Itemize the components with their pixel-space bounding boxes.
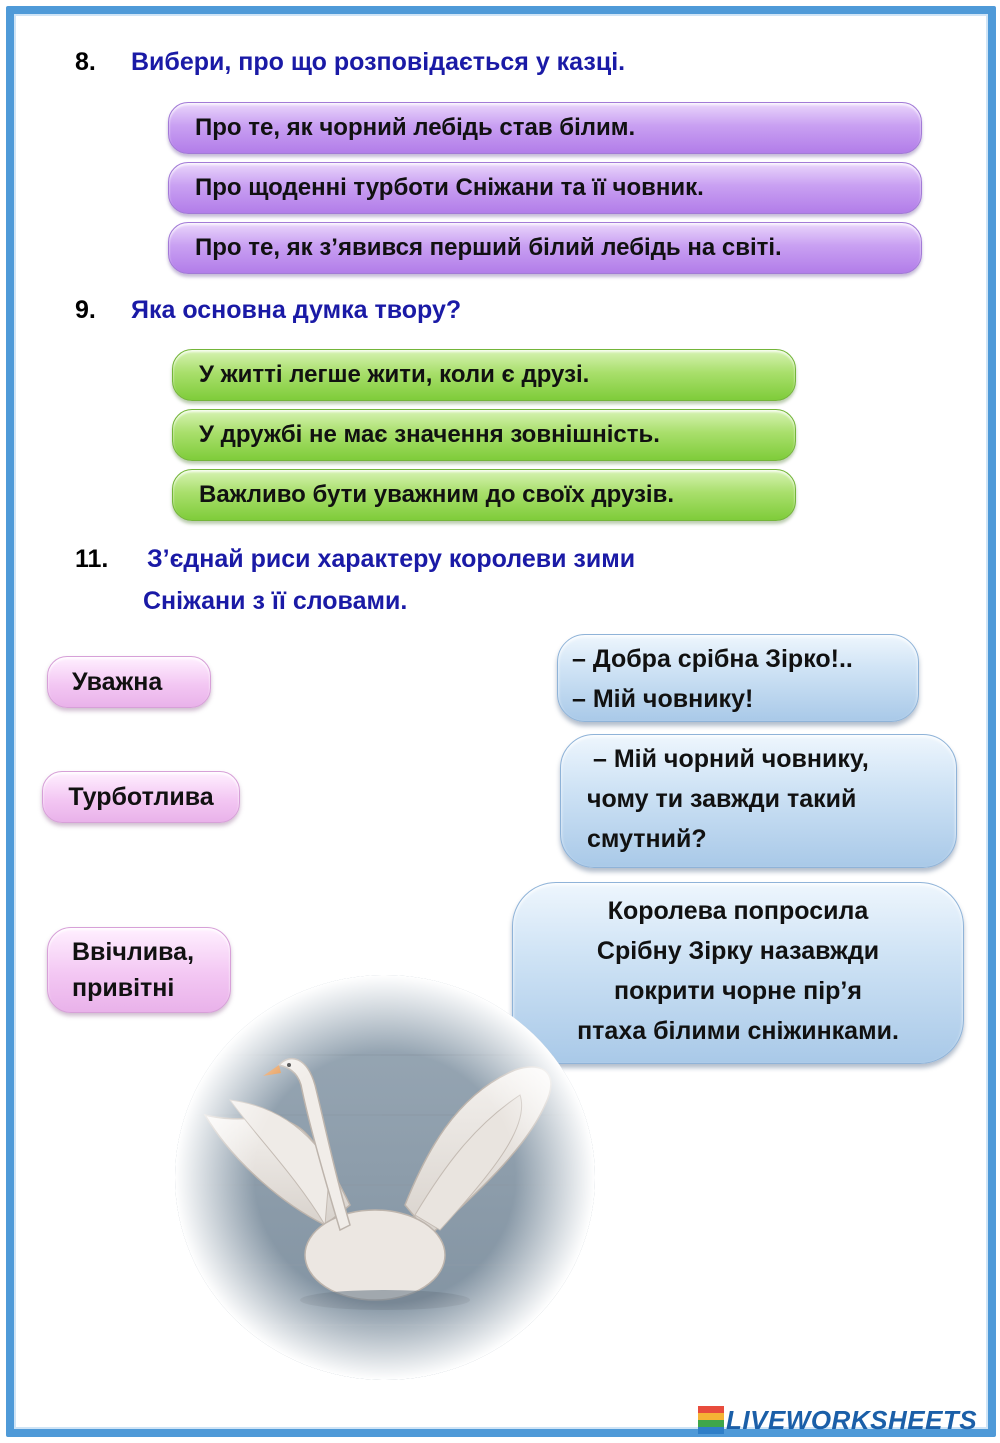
- quote-2-line-1: – Мій чорний човнику,: [593, 745, 869, 773]
- quote-bubble-2[interactable]: [560, 734, 957, 868]
- quote-3-line-4: птаха білими сніжинками.: [577, 1017, 899, 1045]
- quote-bubble-3[interactable]: [512, 882, 964, 1064]
- trait-polite-line1: Ввічлива,: [72, 938, 195, 966]
- trait-caring[interactable]: Турботлива: [42, 771, 240, 823]
- q9-option-2[interactable]: У дружбі не має значення зовнішність.: [172, 409, 796, 461]
- quote-3-line-1: Королева попросила: [607, 897, 869, 925]
- quote-2-line-3: смутний?: [587, 825, 707, 853]
- q8-option-2[interactable]: Про щоденні турботи Сніжани та її човник.: [168, 162, 922, 214]
- trait-attentive[interactable]: Уважна: [47, 656, 211, 708]
- question-9-text: Яка основна думка твору?: [131, 296, 462, 324]
- quote-1-line-2: – Мій човнику!: [572, 685, 754, 713]
- trait-polite-line2: привітні: [72, 974, 175, 1002]
- question-8-text: Вибери, про що розповідається у казці.: [131, 48, 626, 76]
- q9-option-3[interactable]: Важливо бути уважним до своїх друзів.: [172, 469, 796, 521]
- quote-3-line-3: покрити чорне пір’я: [614, 977, 862, 1005]
- question-9-number: 9.: [75, 296, 96, 324]
- question-11-number: 11.: [75, 545, 109, 573]
- quote-1-line-1: – Добра срібна Зірко!..: [572, 645, 853, 673]
- q8-option-1[interactable]: Про те, як чорний лебідь став білим.: [168, 102, 922, 154]
- question-11-text-line2: Сніжани з її словами.: [143, 587, 408, 615]
- liveworksheets-logo: [698, 1405, 977, 1435]
- question-11-text-line1: З’єднай риси характеру королеви зими: [147, 545, 636, 573]
- liveworksheets-logo-text: LIVEWORKSHEETS: [726, 1404, 978, 1435]
- quote-3-line-2: Срібну Зірку назавжди: [596, 937, 880, 965]
- question-8-number: 8.: [75, 48, 96, 76]
- swan-illustration: [175, 975, 595, 1380]
- trait-polite[interactable]: [47, 927, 231, 1013]
- q9-option-1[interactable]: У житті легше жити, коли є друзі.: [172, 349, 796, 401]
- swan-image: [175, 975, 595, 1380]
- quote-bubble-1[interactable]: [557, 634, 919, 722]
- q8-option-3[interactable]: Про те, як з’явився перший білий лебідь на світі.: [168, 222, 922, 274]
- quote-2-line-2: чому ти завжди такий: [587, 785, 857, 813]
- liveworksheets-logo-icon: [698, 1406, 724, 1434]
